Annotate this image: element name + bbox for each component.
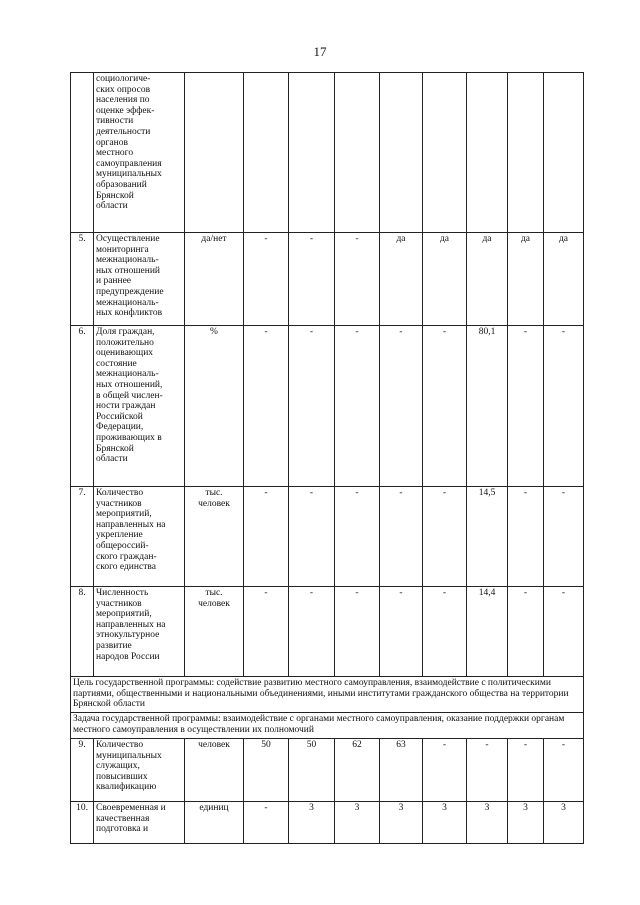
value-cell: 3 (544, 802, 584, 844)
value-cell: - (244, 587, 289, 677)
row-number: 5. (71, 233, 94, 326)
indicator-name: Количество участников мероприятий, направленных на укрепление общероссий- ского граждан- ского единства (94, 487, 185, 587)
table-row (71, 587, 584, 677)
value-cell (467, 73, 508, 233)
value-cell (289, 73, 335, 233)
value-cell: 14,5 (467, 487, 508, 587)
program-goal: Цель государственной программы: содействие развитию местного самоуправления, взаимодействие с политическими партиями, общественными и национальными объединениями, иными институтами гражданского общества на территории Брянской области (71, 677, 584, 713)
indicator-name: Своевременная и качественная подготовка и (94, 802, 185, 844)
value-cell: - (244, 326, 289, 487)
value-cell: - (335, 487, 380, 587)
value-cell: - (544, 587, 584, 677)
value-cell: - (335, 326, 380, 487)
table-row (71, 739, 584, 802)
value-cell: 3 (423, 802, 467, 844)
table-row (71, 326, 584, 487)
table-row (71, 73, 584, 233)
unit-cell: тыс. человек (185, 487, 244, 587)
indicator-name: Доля граждан, положительно оценивающих состояние межнациональ- ных отношений, в общей числен- ности граждан Российской Федерации, проживающих в Брянской области (94, 326, 185, 487)
value-cell (244, 73, 289, 233)
value-cell: да (544, 233, 584, 326)
value-cell: - (508, 326, 544, 487)
value-cell: 3 (508, 802, 544, 844)
value-cell: - (423, 326, 467, 487)
value-cell (423, 73, 467, 233)
row-number (71, 73, 94, 233)
value-cell: - (544, 487, 584, 587)
value-cell: - (544, 739, 584, 802)
table-row (71, 487, 584, 587)
row-number: 8. (71, 587, 94, 677)
value-cell: - (244, 802, 289, 844)
table-row (71, 802, 584, 844)
value-cell: да (508, 233, 544, 326)
value-cell: - (508, 739, 544, 802)
row-number: 6. (71, 326, 94, 487)
page-number: 17 (313, 44, 327, 59)
program-goal-row (71, 677, 584, 713)
unit-cell: да/нет (185, 233, 244, 326)
value-cell: - (508, 587, 544, 677)
value-cell: 3 (380, 802, 423, 844)
value-cell: да (467, 233, 508, 326)
value-cell: - (380, 487, 423, 587)
row-number: 7. (71, 487, 94, 587)
indicator-name: Осуществление мониторинга межнациональ- ных отношений и раннее предупреждение межнациональ- ных конфликтов (94, 233, 185, 326)
value-cell: 80,1 (467, 326, 508, 487)
value-cell: - (423, 487, 467, 587)
value-cell (380, 73, 423, 233)
value-cell (335, 73, 380, 233)
row-number: 9. (71, 739, 94, 802)
value-cell: да (423, 233, 467, 326)
value-cell: - (544, 326, 584, 487)
unit-cell: % (185, 326, 244, 487)
unit-cell: человек (185, 739, 244, 802)
value-cell: 14,4 (467, 587, 508, 677)
table-row (71, 233, 584, 326)
program-task: Задача государственной программы: взаимодействие с органами местного самоуправления, оказание поддержки органам местного самоуправления в осуществлении их полномочий (71, 713, 584, 739)
unit-cell (185, 73, 244, 233)
value-cell: - (380, 587, 423, 677)
value-cell: 63 (380, 739, 423, 802)
value-cell (544, 73, 584, 233)
value-cell: 3 (289, 802, 335, 844)
indicators-table (70, 72, 584, 844)
value-cell: - (508, 487, 544, 587)
value-cell: - (289, 587, 335, 677)
value-cell: 62 (335, 739, 380, 802)
value-cell: - (244, 233, 289, 326)
indicator-name: Количество муниципальных служащих, повысивших квалификацию (94, 739, 185, 802)
unit-cell: единиц (185, 802, 244, 844)
row-number: 10. (71, 802, 94, 844)
value-cell: 3 (335, 802, 380, 844)
program-task-row (71, 713, 584, 739)
value-cell: - (423, 587, 467, 677)
value-cell: - (289, 233, 335, 326)
value-cell: 50 (244, 739, 289, 802)
value-cell: 3 (467, 802, 508, 844)
value-cell: 50 (289, 739, 335, 802)
value-cell: да (380, 233, 423, 326)
value-cell: - (335, 233, 380, 326)
value-cell: - (289, 487, 335, 587)
value-cell: - (335, 587, 380, 677)
value-cell: - (423, 739, 467, 802)
value-cell (508, 73, 544, 233)
value-cell: - (467, 739, 508, 802)
value-cell: - (244, 487, 289, 587)
unit-cell: тыс. человек (185, 587, 244, 677)
indicator-name: социологиче- ских опросов населения по оценке эффек- тивности деятельности органов местного самоуправления муниципальных образований Брянской области (94, 73, 185, 233)
value-cell: - (289, 326, 335, 487)
value-cell: - (380, 326, 423, 487)
indicator-name: Численность участников мероприятий, направленных на этнокультурное развитие народов России (94, 587, 185, 677)
